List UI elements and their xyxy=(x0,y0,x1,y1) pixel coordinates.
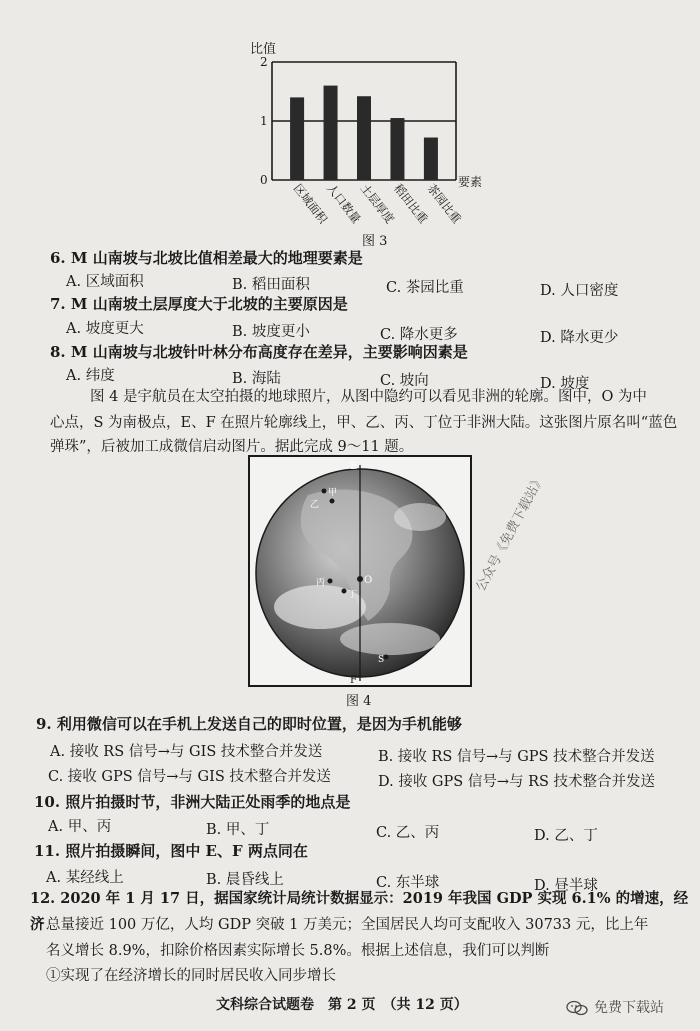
q6-stem: 6. M 山南坡与北坡比值相差最大的地理要素是 xyxy=(50,249,363,267)
x-tick-label: 土层厚度 xyxy=(357,181,397,227)
q12-line-1: 12. 2020 年 1 月 17 日，据国家统计局统计数据显示：2019 年我国 GDP 实现 6.1% 的增速，经济 xyxy=(30,890,689,933)
x-tick-label: 人口数量 xyxy=(324,181,364,227)
q7-option-b: B. 坡度更小 xyxy=(232,324,310,340)
x-tick-label: 区域面积 xyxy=(290,181,331,227)
point-bing xyxy=(328,579,333,584)
x-tick-label: 稻田比重 xyxy=(391,181,431,227)
cloud-band xyxy=(394,503,446,531)
q8-option-d: D. 坡度 xyxy=(540,376,590,392)
label-e: E xyxy=(350,461,358,472)
x-axis-label: 要素 xyxy=(458,175,483,189)
figure3-caption: 图 3 xyxy=(362,234,388,249)
q9-option-b: B. 接收 RS 信号→与 GPS 技术整合并发送 xyxy=(378,749,655,765)
figure3-bar-chart xyxy=(240,36,500,242)
q10-stem: 10. 照片拍摄时节，非洲大陆正处雨季的地点是 xyxy=(34,793,351,811)
label-o: O xyxy=(364,575,373,586)
intro-line-2: 心点，S 为南极点，E、F 在照片轮廓线上，甲、乙、丙、丁位于非洲大陆。这张图片原名叫“蓝色 xyxy=(50,415,678,431)
q11-option-d: D. 昼半球 xyxy=(534,878,598,894)
watermark-text: 公众号《免费下载站》 xyxy=(473,472,548,594)
bar xyxy=(424,138,438,180)
y-tick-label: 2 xyxy=(260,55,268,69)
bar xyxy=(324,86,338,180)
cloud-band xyxy=(340,623,440,655)
q7-option-a: A. 坡度更大 xyxy=(66,321,144,337)
q11-option-c: C. 东半球 xyxy=(376,875,440,891)
q6-option-c: C. 茶园比重 xyxy=(386,280,464,296)
q12-line-3: 名义增长 8.9%，扣除价格因素实际增长 5.8%。根据上述信息，我们可以判断 xyxy=(46,943,550,959)
q12-line-4: ①实现了在经济增长的同时居民收入同步增长 xyxy=(46,968,336,984)
q8-option-c: C. 坡向 xyxy=(380,373,429,389)
q12-line-2: 总量接近 100 万亿，人均 GDP 突破 1 万美元；全国居民人均可支配收入 30733 元，比上年 xyxy=(46,917,649,933)
y-tick-label: 1 xyxy=(260,114,268,128)
page-footer: 文科综合试题卷 第 2 页 （共 12 页） xyxy=(216,997,468,1013)
point-s xyxy=(384,655,389,660)
point-ding xyxy=(342,589,347,594)
q10-option-b: B. 甲、丁 xyxy=(206,822,270,838)
q7-option-d: D. 降水更少 xyxy=(540,330,619,346)
bar xyxy=(290,97,304,180)
q7-stem: 7. M 山南坡土层厚度大于北坡的主要原因是 xyxy=(50,295,348,313)
x-tick-label: 茶园比重 xyxy=(424,181,464,227)
label-ding: 丁 xyxy=(348,590,358,600)
q6-option-a: A. 区域面积 xyxy=(66,274,144,290)
label-f: F xyxy=(350,675,357,685)
q10-option-d: D. 乙、丁 xyxy=(534,828,598,844)
q9-stem: 9. 利用微信可以在手机上发送自己的即时位置，是因为手机能够 xyxy=(36,715,462,733)
q9-option-a: A. 接收 RS 信号→与 GIS 技术整合并发送 xyxy=(50,744,323,760)
q8-option-a: A. 纬度 xyxy=(66,368,115,384)
label-yi: 乙 xyxy=(310,500,320,510)
wechat-icon xyxy=(566,1000,588,1016)
q7-option-c: C. 降水更多 xyxy=(380,327,458,343)
label-jia: 甲 xyxy=(328,488,338,498)
figure4-caption: 图 4 xyxy=(346,694,372,709)
q6-option-b: B. 稻田面积 xyxy=(232,277,310,293)
figure4-earth-photo xyxy=(248,455,472,687)
q6-option-d: D. 人口密度 xyxy=(540,283,619,299)
point-jia xyxy=(322,489,327,494)
q11-option-b: B. 晨昏线上 xyxy=(206,872,284,888)
q9-option-c: C. 接收 GPS 信号→与 GIS 技术整合并发送 xyxy=(48,769,331,785)
bar xyxy=(357,96,371,180)
y-tick-label: 0 xyxy=(260,173,268,187)
y-axis-label: 比值 xyxy=(250,42,277,57)
q8-stem: 8. M 山南坡与北坡针叶林分布高度存在差异，主要影响因素是 xyxy=(50,343,468,361)
bar xyxy=(390,118,404,180)
intro-line-3: 弹珠”，后被加工成微信启动图片。据此完成 9～11 题。 xyxy=(50,439,414,455)
label-bing: 丙 xyxy=(316,578,326,588)
q8-option-b: B. 海陆 xyxy=(232,371,281,387)
wechat-account-name: 免费下载站 xyxy=(594,1000,664,1016)
point-yi xyxy=(330,499,335,504)
q11-stem: 11. 照片拍摄瞬间，图中 E、F 两点同在 xyxy=(34,842,308,860)
q10-option-c: C. 乙、丙 xyxy=(376,825,440,841)
label-s: S xyxy=(378,655,385,665)
point-o xyxy=(357,576,363,582)
q11-option-a: A. 某经线上 xyxy=(46,870,124,886)
q10-option-a: A. 甲、丙 xyxy=(48,819,112,835)
intro-line-1: 图 4 是宇航员在太空拍摄的地球照片，从图中隐约可以看见非洲的轮廓。图中，O 为中 xyxy=(90,389,647,405)
q9-option-d: D. 接收 GPS 信号→与 RS 技术整合并发送 xyxy=(378,774,656,790)
